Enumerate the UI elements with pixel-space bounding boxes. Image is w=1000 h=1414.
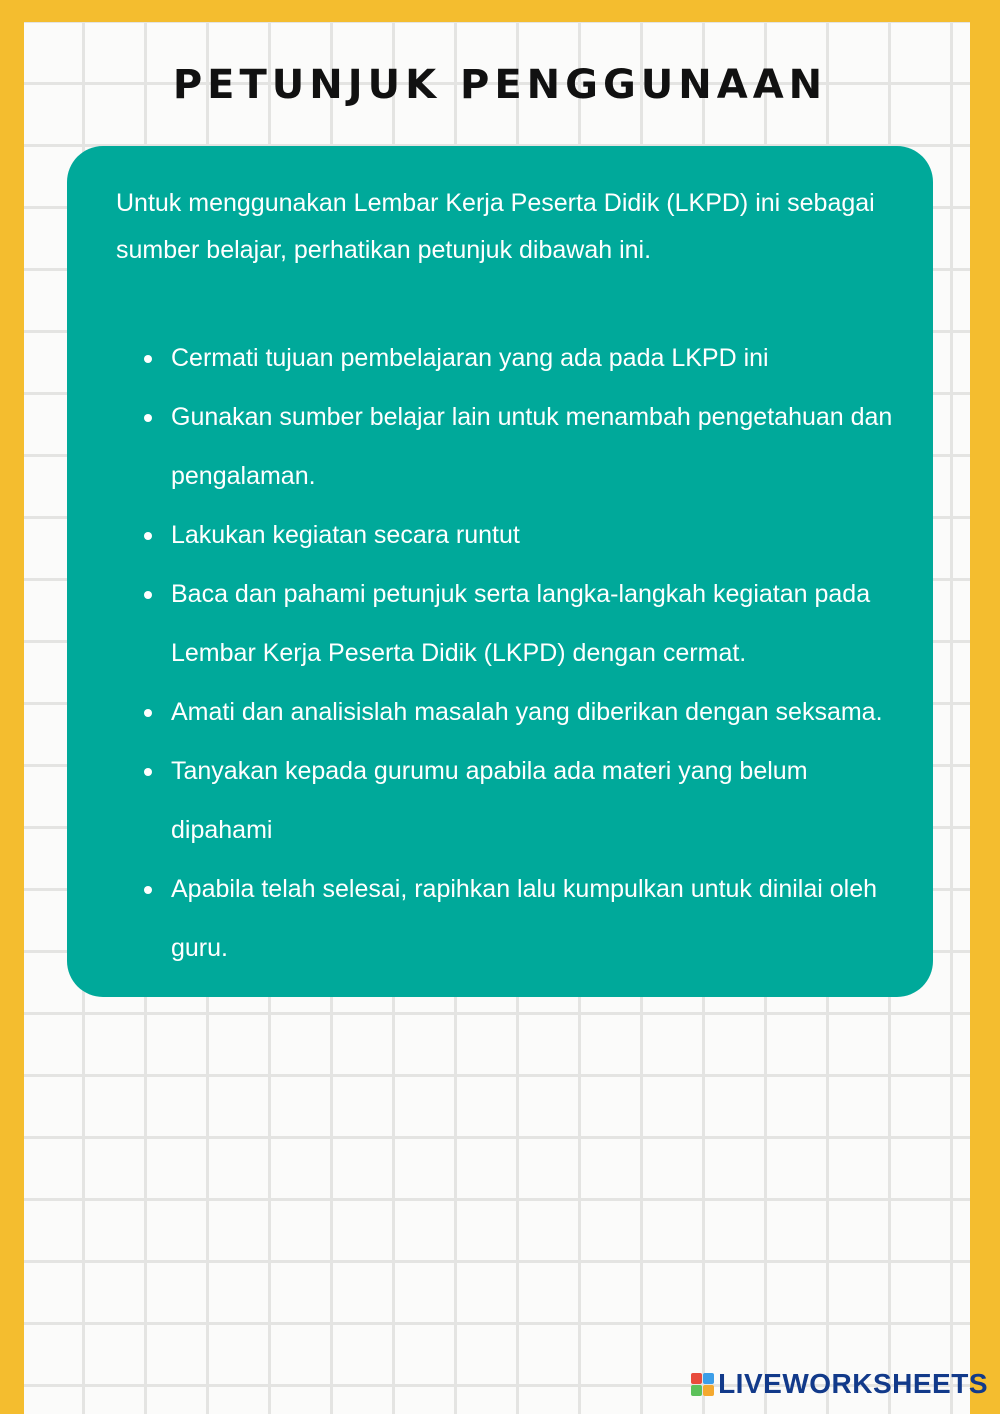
list-item: Cermati tujuan pembelajaran yang ada pada LKPD ini xyxy=(116,329,906,388)
list-item: Apabila telah selesai, rapihkan lalu kumpulkan untuk dinilai oleh guru. xyxy=(116,860,906,978)
instruction-list xyxy=(116,329,906,978)
intro-text: Untuk menggunakan Lembar Kerja Peserta Didik (LKPD) ini sebagai sumber belajar, perhatikan petunjuk dibawah ini. xyxy=(116,189,875,264)
liveworksheets-logo-icon xyxy=(691,1373,714,1396)
instructions-panel xyxy=(67,146,933,997)
page-title: PETUNJUK PENGGUNAAN xyxy=(172,62,828,108)
liveworksheets-brand xyxy=(691,1368,988,1400)
list-item: Lakukan kegiatan secara runtut xyxy=(116,506,906,565)
list-item: Amati dan analisislah masalah yang diberikan dengan seksama. xyxy=(116,683,906,742)
list-item: Tanyakan kepada gurumu apabila ada materi yang belum dipahami xyxy=(116,742,906,860)
list-item: Gunakan sumber belajar lain untuk menambah pengetahuan dan pengalaman. xyxy=(116,388,906,506)
list-item: Baca dan pahami petunjuk serta langka-langkah kegiatan pada Lembar Kerja Peserta Didik (LKPD) dengan cermat. xyxy=(116,565,906,683)
brand-name: LIVEWORKSHEETS xyxy=(718,1368,988,1399)
